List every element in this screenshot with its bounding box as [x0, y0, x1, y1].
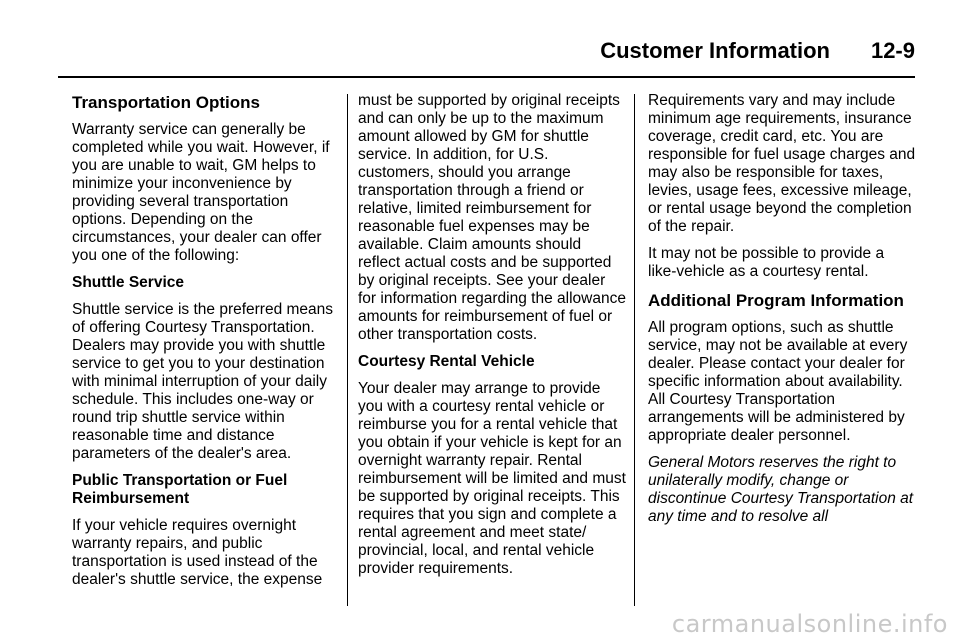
- column-3: [648, 92, 916, 535]
- additional-program-paragraph: All program options, such as shuttle service, may not be available at every dealer. Please contact your dealer for specific information about availability. All Courtesy Transportation arrangements will be administered by appropriate dealer personnel.: [648, 319, 908, 444]
- public-transportation-paragraph: If your vehicle requires overnight warranty repairs, and public transportation is used instead of the dealer's shuttle service, the expense: [72, 517, 323, 588]
- additional-program-heading: Additional Program Information: [648, 291, 904, 310]
- column-divider-1: [347, 94, 348, 606]
- column-divider-2: [634, 94, 635, 606]
- courtesy-rental-heading: Courtesy Rental Vehicle: [358, 353, 535, 370]
- like-vehicle-paragraph: It may not be possible to provide a like-vehicle as a courtesy rental.: [648, 245, 885, 280]
- fuel-reimbursement-paragraph: must be supported by original receipts and can only be up to the maximum amount allowed by GM for shuttle service. In addition, for U.S. customers, should you arrange transportation through a friend or relative, limited reimbursement for reasonable fuel expenses may be available. Claim amounts should reflect actual costs and be supported by original receipts. See your dealer for information regarding the allowance amounts for reimbursement of fuel or other transportation costs.: [358, 92, 626, 343]
- shuttle-service-paragraph: Shuttle service is the preferred means of offering Courtesy Transportation. Dealers may provide you with shuttle service to get you to your destination with minimal interruption of your daily schedule. This includes one-way or round trip shuttle service within reasonable time and distance parameters of the dealer's area.: [72, 301, 334, 462]
- section-title: Customer Information: [600, 38, 830, 63]
- transportation-options-heading: Transportation Options: [72, 93, 260, 112]
- gm-disclaimer-paragraph: General Motors reserves the right to unilaterally modify, change or discontinue Courtesy Transportation at any time and to resolve all: [648, 454, 914, 525]
- intro-paragraph: Warranty service can generally be completed while you wait. However, if you are unable to wait, GM helps to minimize your inconvenience by providing several transportation options. Depending on the circumstances, your dealer can offer you one of the following:: [72, 121, 330, 264]
- public-transportation-heading: Public Transportation or Fuel Reimbursement: [72, 472, 288, 507]
- watermark: carmanualsonline.info: [671, 610, 948, 638]
- courtesy-rental-paragraph: Your dealer may arrange to provide you with a courtesy rental vehicle or reimburse you for a rental vehicle that you obtain if your vehicle is kept for an overnight warranty repair. Rental reimbursement will be limited and must be supported by original receipts. This requires that you sign and complete a rental agreement and meet state/ provincial, local, and rental vehicle provider requirements.: [358, 380, 626, 577]
- page-header: [0, 36, 960, 66]
- shuttle-service-heading: Shuttle Service: [72, 274, 184, 291]
- column-2: [358, 92, 626, 587]
- header-divider: [58, 76, 915, 78]
- page-number: 12-9: [870, 38, 915, 63]
- column-1: [72, 88, 340, 598]
- requirements-paragraph: Requirements vary and may include minimum age requirements, insurance coverage, credit card, etc. You are responsible for fuel usage charges and may also be responsible for taxes, levies, usage fees, excessive mileage, or rental usage beyond the completion of the repair.: [648, 92, 916, 235]
